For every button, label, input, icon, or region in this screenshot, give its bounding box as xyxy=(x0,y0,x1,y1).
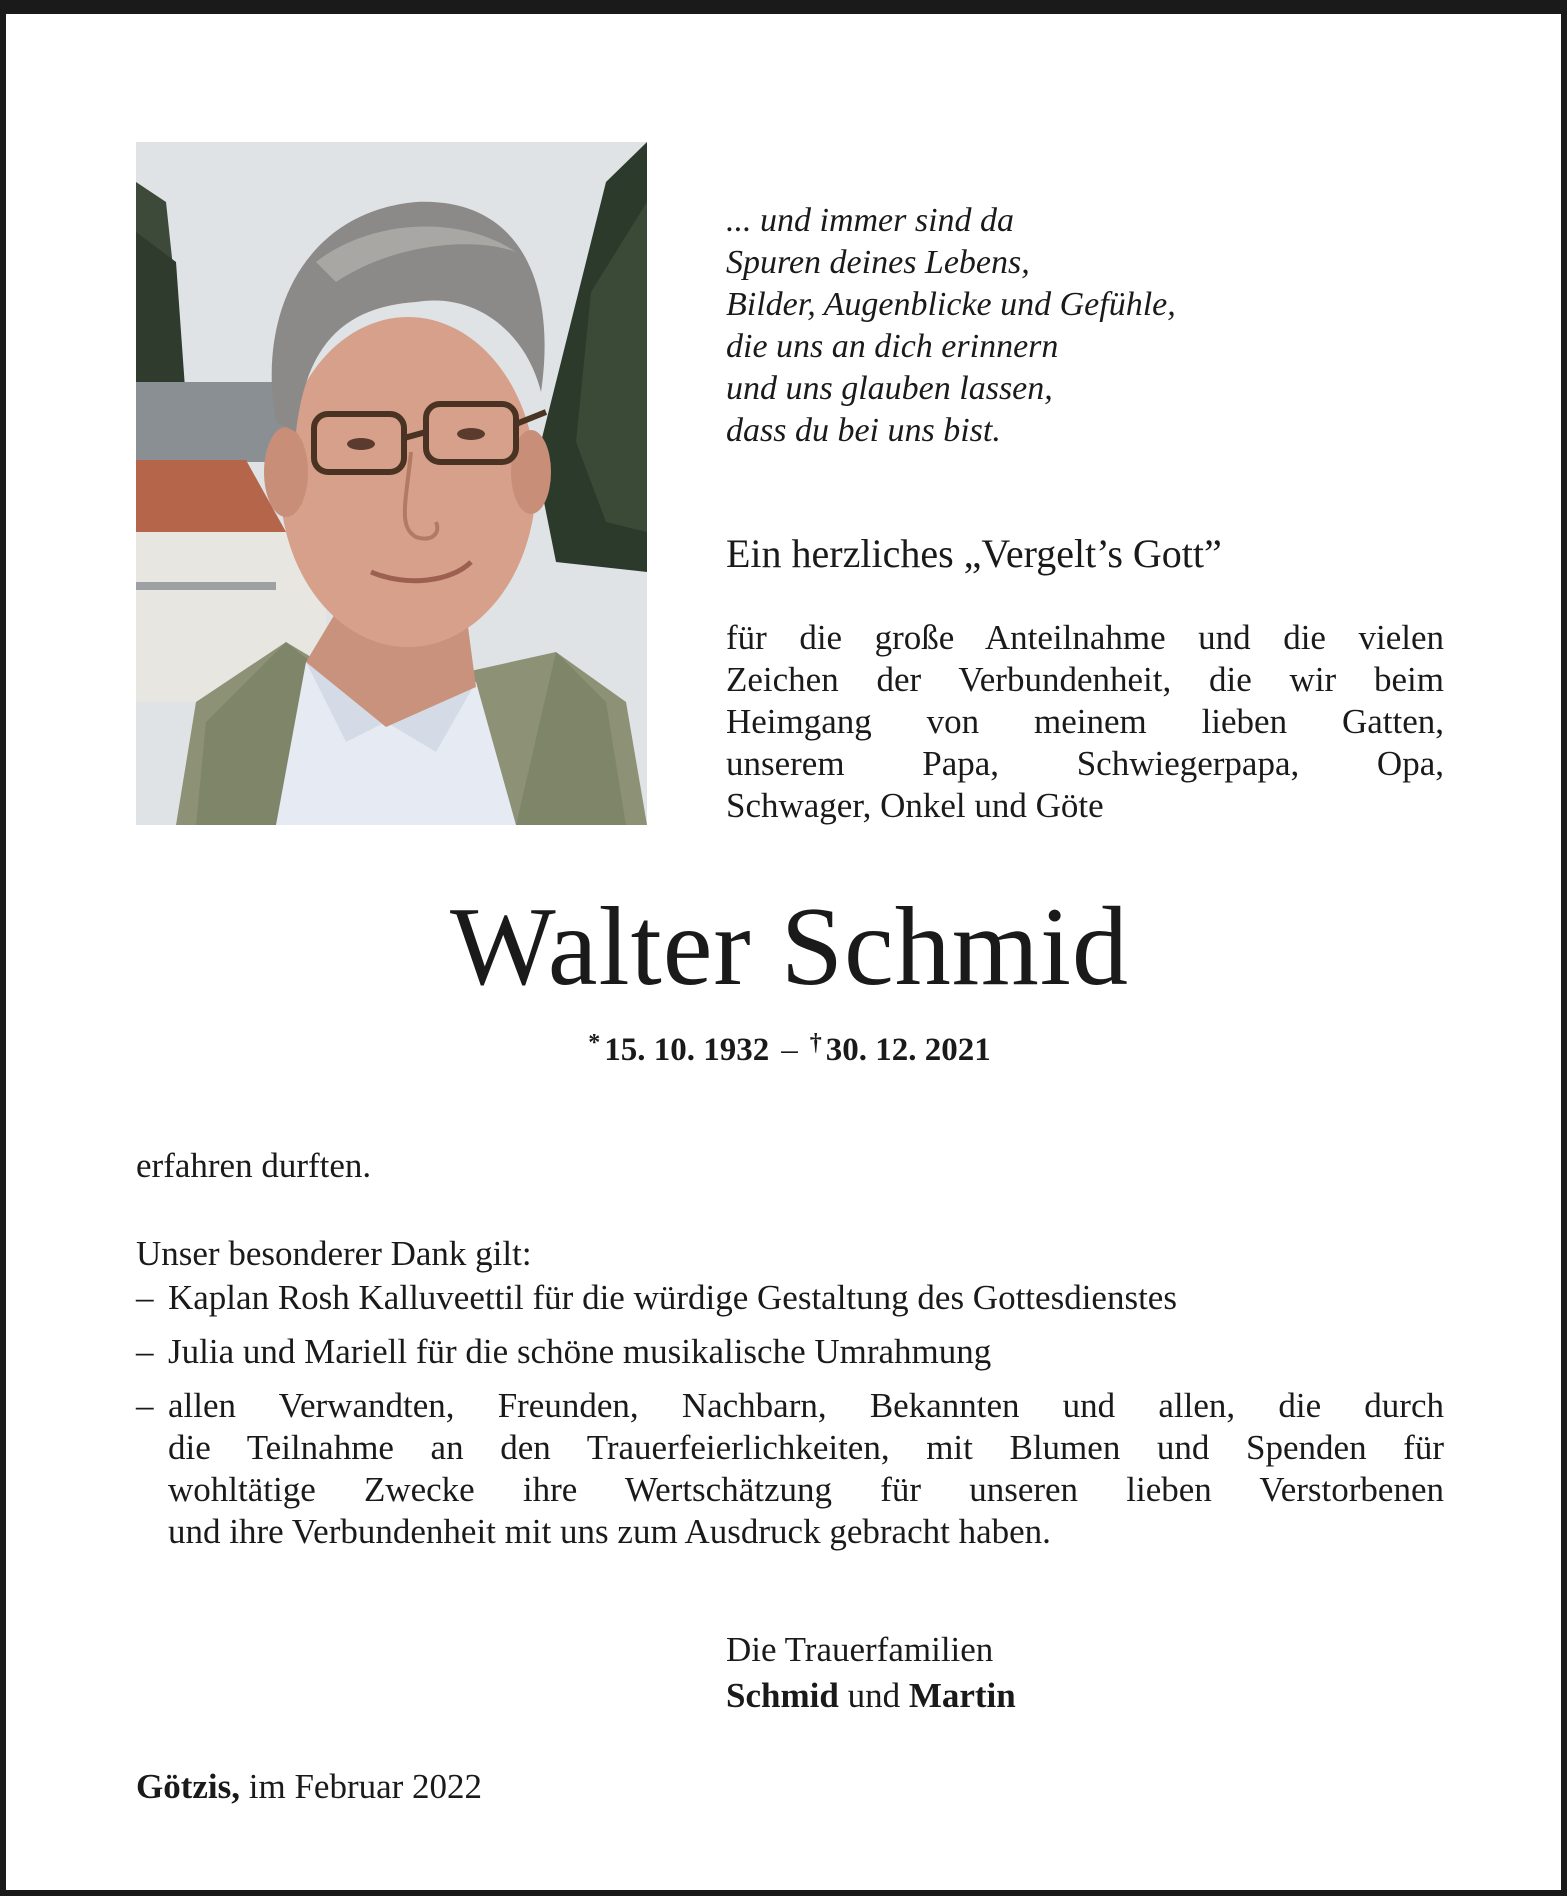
place-date xyxy=(136,1764,482,1810)
poem-line: Spuren deines Lebens, xyxy=(726,244,1030,281)
signature-block xyxy=(726,1627,1016,1719)
memorial-poem xyxy=(726,200,1446,452)
intro-line: Heimgang von meinem lieben Gatten, xyxy=(726,702,1444,741)
intro-line: Schwager, Onkel und Göte xyxy=(726,786,1104,825)
date-text: im Februar 2022 xyxy=(248,1767,483,1806)
list-item xyxy=(136,1331,1444,1373)
poem-line: und uns glauben lassen, xyxy=(726,370,1053,407)
family-connector: und xyxy=(847,1676,901,1715)
list-item-line: und ihre Verbundenheit mit uns zum Ausdruck gebracht haben. xyxy=(168,1512,1051,1551)
birth-symbol: * xyxy=(588,1030,601,1056)
dash-bullet: – xyxy=(136,1332,154,1371)
intro-text xyxy=(726,617,1444,827)
thanks-intro: Unser besonderer Dank gilt: xyxy=(136,1234,532,1273)
list-item-line: die Teilnahme an den Trauerfeierlichkeiten, mit Blumen und Spenden für xyxy=(168,1428,1444,1467)
place-name: Götzis, xyxy=(136,1767,241,1806)
poem-line: Bilder, Augenblicke und Gefühle, xyxy=(726,286,1176,323)
deceased-name: Walter Schmid xyxy=(450,885,1129,1009)
family-name-1: Schmid xyxy=(726,1676,839,1715)
life-dates xyxy=(6,1021,1567,1072)
list-item-line: wohltätige Zwecke ihre Wertschätzung für unseren lieben Verstorbenen xyxy=(168,1470,1444,1509)
list-item-line: Julia und Mariell für die schöne musikalische Umrahmung xyxy=(168,1332,992,1371)
birth-date: 15. 10. 1932 xyxy=(604,1032,770,1068)
portrait-illustration xyxy=(136,142,647,825)
poem-line: die uns an dich erinnern xyxy=(726,328,1059,365)
dash-bullet: – xyxy=(136,1278,154,1317)
list-item-line: Kaplan Rosh Kalluveettil für die würdige Gestaltung des Gottesdienstes xyxy=(168,1278,1177,1317)
intro-line: für die große Anteilnahme und die vielen xyxy=(726,618,1444,657)
intro-line: unserem Papa, Schwiegerpapa, Opa, xyxy=(726,744,1444,783)
dash-bullet: – xyxy=(136,1386,154,1425)
portrait-photo xyxy=(136,142,647,825)
death-symbol: † xyxy=(809,1030,822,1056)
closing-text: erfahren durften. xyxy=(136,1146,372,1185)
poem-line: dass du bei uns bist. xyxy=(726,412,1001,449)
thanks-heading: Ein herzliches „Vergelt’s Gott” xyxy=(726,531,1222,576)
intro-line: Zeichen der Verbundenheit, die wir beim xyxy=(726,660,1444,699)
list-item xyxy=(136,1277,1444,1319)
thanks-list xyxy=(136,1277,1444,1565)
death-date: 30. 12. 2021 xyxy=(825,1032,991,1068)
signature-line: Die Trauerfamilien xyxy=(726,1630,994,1669)
signature-families xyxy=(726,1673,1016,1719)
date-separator: – xyxy=(781,1032,798,1068)
family-name-2: Martin xyxy=(908,1676,1016,1715)
list-item-line: allen Verwandten, Freunden, Nachbarn, Bekannten und allen, die durch xyxy=(168,1386,1444,1425)
poem-line: ... und immer sind da xyxy=(726,202,1015,239)
list-item xyxy=(136,1385,1444,1553)
